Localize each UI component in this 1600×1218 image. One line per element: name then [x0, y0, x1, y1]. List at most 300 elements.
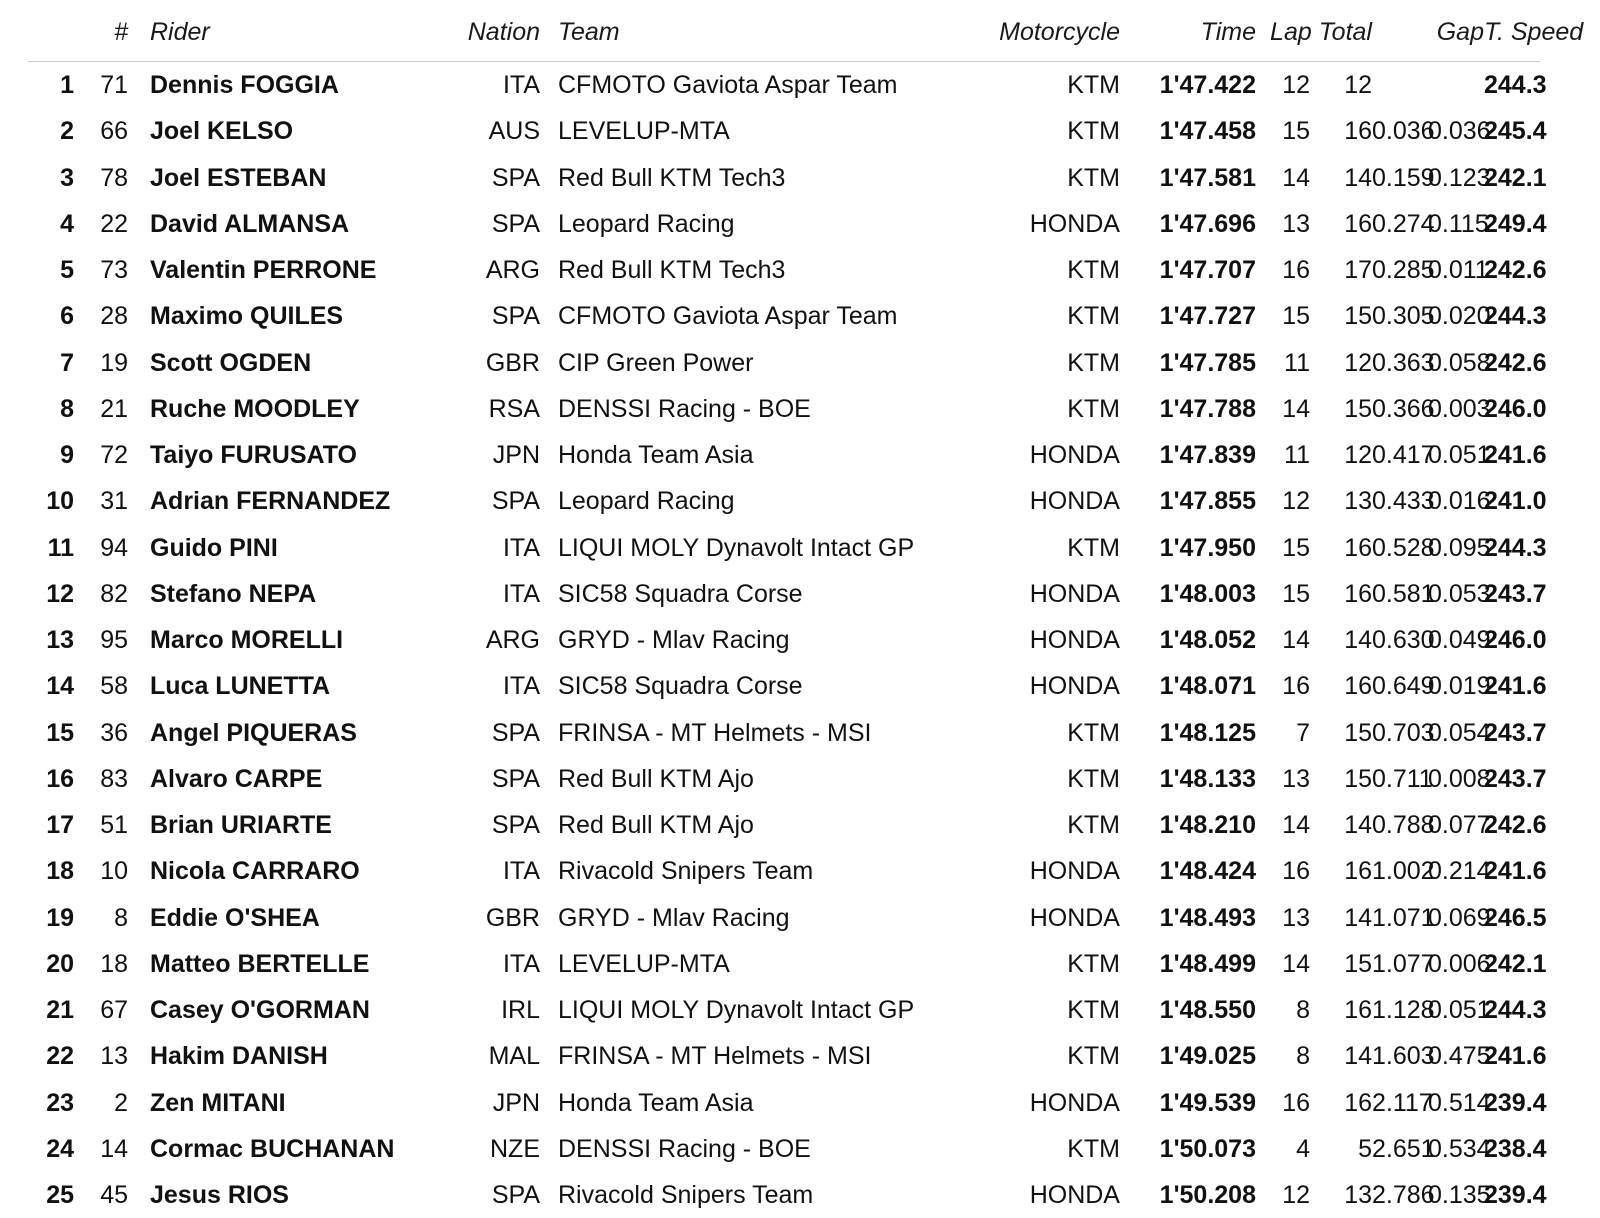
row-motorcycle: KTM	[970, 710, 1120, 756]
row-gap-leader: 0.433	[1372, 478, 1428, 524]
row-motorcycle: HONDA	[970, 571, 1120, 617]
row-lap: 16	[1260, 1080, 1316, 1126]
row-top-speed: 242.6	[1484, 247, 1540, 293]
row-nation: GBR	[448, 895, 540, 941]
row-top-speed: 245.4	[1484, 108, 1540, 154]
row-rider: Guido PINI	[128, 525, 448, 571]
column-header-lap-total: Lap Total	[1260, 18, 1372, 62]
row-lap: 12	[1260, 1172, 1316, 1218]
row-team: DENSSI Racing - BOE	[540, 386, 970, 432]
table-row[interactable]	[28, 663, 1540, 709]
row-team: FRINSA - MT Helmets - MSI	[540, 1033, 970, 1079]
row-gap-leader: 0.528	[1372, 525, 1428, 571]
row-team: Leopard Racing	[540, 478, 970, 524]
row-rider: Angel PIQUERAS	[128, 710, 448, 756]
row-number: 83	[74, 756, 128, 802]
row-position: 22	[28, 1033, 74, 1079]
row-gap-previous: 0.049	[1428, 617, 1484, 663]
row-motorcycle: HONDA	[970, 478, 1120, 524]
row-total: 13	[1316, 478, 1372, 524]
column-header-motorcycle: Motorcycle	[970, 18, 1120, 62]
row-gap-previous: 0.019	[1428, 663, 1484, 709]
row-gap-leader: 0.036	[1372, 108, 1428, 154]
row-lap: 13	[1260, 756, 1316, 802]
row-gap-previous	[1428, 62, 1484, 109]
row-number: 2	[74, 1080, 128, 1126]
row-lap: 14	[1260, 155, 1316, 201]
row-rider: Casey O'GORMAN	[128, 987, 448, 1033]
row-time: 1'48.133	[1120, 756, 1260, 802]
row-number: 14	[74, 1126, 128, 1172]
row-gap-leader: 1.071	[1372, 895, 1428, 941]
row-gap-leader: 0.305	[1372, 293, 1428, 339]
row-lap: 11	[1260, 340, 1316, 386]
column-header-time: Time	[1120, 18, 1260, 62]
row-lap: 11	[1260, 432, 1316, 478]
row-total: 15	[1316, 756, 1372, 802]
row-position: 25	[28, 1172, 74, 1218]
row-nation: JPN	[448, 1080, 540, 1126]
row-motorcycle: HONDA	[970, 848, 1120, 894]
row-motorcycle: KTM	[970, 62, 1120, 109]
table-row[interactable]	[28, 293, 1540, 339]
row-top-speed: 242.1	[1484, 155, 1540, 201]
row-time: 1'47.727	[1120, 293, 1260, 339]
table-row[interactable]	[28, 1080, 1540, 1126]
row-motorcycle: HONDA	[970, 663, 1120, 709]
row-team: LEVELUP-MTA	[540, 941, 970, 987]
row-time: 1'47.707	[1120, 247, 1260, 293]
table-row[interactable]	[28, 155, 1540, 201]
row-position: 3	[28, 155, 74, 201]
row-total: 17	[1316, 247, 1372, 293]
row-gap-leader: 1.077	[1372, 941, 1428, 987]
row-number: 94	[74, 525, 128, 571]
row-rider: Valentin PERRONE	[128, 247, 448, 293]
row-lap: 14	[1260, 941, 1316, 987]
row-number: 95	[74, 617, 128, 663]
row-team: SIC58 Squadra Corse	[540, 663, 970, 709]
row-rider: Maximo QUILES	[128, 293, 448, 339]
row-gap-leader: 0.703	[1372, 710, 1428, 756]
row-lap: 7	[1260, 710, 1316, 756]
row-number: 10	[74, 848, 128, 894]
row-top-speed: 244.3	[1484, 525, 1540, 571]
row-gap-leader: 0.788	[1372, 802, 1428, 848]
row-motorcycle: KTM	[970, 941, 1120, 987]
row-time: 1'47.788	[1120, 386, 1260, 432]
row-team: Rivacold Snipers Team	[540, 848, 970, 894]
row-number: 28	[74, 293, 128, 339]
row-total: 14	[1316, 802, 1372, 848]
column-header-team: Team	[540, 18, 970, 62]
row-number: 36	[74, 710, 128, 756]
row-team: Red Bull KTM Tech3	[540, 155, 970, 201]
row-number: 45	[74, 1172, 128, 1218]
row-total: 12	[1316, 432, 1372, 478]
row-total: 16	[1316, 987, 1372, 1033]
row-position: 13	[28, 617, 74, 663]
row-number: 67	[74, 987, 128, 1033]
row-rider: Scott OGDEN	[128, 340, 448, 386]
row-gap-previous: 0.123	[1428, 155, 1484, 201]
row-motorcycle: HONDA	[970, 1172, 1120, 1218]
table-row[interactable]	[28, 1172, 1540, 1218]
row-gap-previous: 0.053	[1428, 571, 1484, 617]
row-rider: Matteo BERTELLE	[128, 941, 448, 987]
row-total: 14	[1316, 155, 1372, 201]
row-gap-previous: 0.475	[1428, 1033, 1484, 1079]
row-total: 12	[1316, 340, 1372, 386]
column-header-position	[28, 18, 74, 62]
table-row[interactable]	[28, 201, 1540, 247]
table-row[interactable]	[28, 756, 1540, 802]
row-lap: 16	[1260, 247, 1316, 293]
row-number: 31	[74, 478, 128, 524]
row-motorcycle: KTM	[970, 340, 1120, 386]
row-motorcycle: HONDA	[970, 201, 1120, 247]
row-number: 73	[74, 247, 128, 293]
row-position: 10	[28, 478, 74, 524]
row-nation: ITA	[448, 663, 540, 709]
row-position: 18	[28, 848, 74, 894]
row-gap-leader: 0.285	[1372, 247, 1428, 293]
row-lap: 12	[1260, 62, 1316, 109]
table-row[interactable]	[28, 710, 1540, 756]
row-team: GRYD - Mlav Racing	[540, 617, 970, 663]
row-gap-leader: 0.366	[1372, 386, 1428, 432]
table-row[interactable]	[28, 802, 1540, 848]
row-rider: Alvaro CARPE	[128, 756, 448, 802]
row-position: 5	[28, 247, 74, 293]
row-lap: 13	[1260, 201, 1316, 247]
table-row[interactable]	[28, 108, 1540, 154]
row-total: 16	[1316, 663, 1372, 709]
row-lap: 15	[1260, 293, 1316, 339]
row-time: 1'49.539	[1120, 1080, 1260, 1126]
row-top-speed: 241.6	[1484, 1033, 1540, 1079]
row-total: 12	[1316, 62, 1372, 109]
row-nation: GBR	[448, 340, 540, 386]
row-time: 1'47.855	[1120, 478, 1260, 524]
row-gap-previous: 0.069	[1428, 895, 1484, 941]
row-number: 18	[74, 941, 128, 987]
column-header-number: #	[74, 18, 128, 62]
row-gap-previous: 0.054	[1428, 710, 1484, 756]
row-team: Rivacold Snipers Team	[540, 1172, 970, 1218]
row-number: 71	[74, 62, 128, 109]
row-top-speed: 241.6	[1484, 848, 1540, 894]
column-header-nation: Nation	[448, 18, 540, 62]
row-total: 13	[1316, 1172, 1372, 1218]
row-motorcycle: HONDA	[970, 617, 1120, 663]
row-lap: 16	[1260, 663, 1316, 709]
row-gap-leader: 0.581	[1372, 571, 1428, 617]
row-gap-previous: 0.036	[1428, 108, 1484, 154]
row-top-speed: 243.7	[1484, 571, 1540, 617]
row-rider: Hakim DANISH	[128, 1033, 448, 1079]
table-row[interactable]	[28, 848, 1540, 894]
row-gap-leader	[1372, 62, 1428, 109]
row-gap-previous: 0.051	[1428, 987, 1484, 1033]
row-time: 1'47.696	[1120, 201, 1260, 247]
row-rider: Adrian FERNANDEZ	[128, 478, 448, 524]
row-nation: JPN	[448, 432, 540, 478]
table-row[interactable]	[28, 62, 1540, 109]
row-nation: SPA	[448, 293, 540, 339]
row-gap-leader: 2.786	[1372, 1172, 1428, 1218]
row-gap-leader: 0.649	[1372, 663, 1428, 709]
row-top-speed: 241.6	[1484, 432, 1540, 478]
row-total: 14	[1316, 617, 1372, 663]
row-gap-leader: 2.651	[1372, 1126, 1428, 1172]
row-total: 15	[1316, 941, 1372, 987]
row-nation: AUS	[448, 108, 540, 154]
row-team: Leopard Racing	[540, 201, 970, 247]
row-motorcycle: KTM	[970, 386, 1120, 432]
row-gap-leader: 0.274	[1372, 201, 1428, 247]
row-total: 16	[1316, 1080, 1372, 1126]
row-position: 4	[28, 201, 74, 247]
row-number: 13	[74, 1033, 128, 1079]
row-gap-previous: 0.534	[1428, 1126, 1484, 1172]
row-position: 19	[28, 895, 74, 941]
table-row[interactable]	[28, 386, 1540, 432]
row-motorcycle: KTM	[970, 247, 1120, 293]
row-gap-previous: 0.020	[1428, 293, 1484, 339]
row-number: 22	[74, 201, 128, 247]
row-nation: ARG	[448, 617, 540, 663]
row-rider: Cormac BUCHANAN	[128, 1126, 448, 1172]
row-gap-previous: 0.077	[1428, 802, 1484, 848]
row-total: 16	[1316, 571, 1372, 617]
row-position: 23	[28, 1080, 74, 1126]
row-team: Red Bull KTM Ajo	[540, 802, 970, 848]
row-lap: 14	[1260, 802, 1316, 848]
row-gap-previous: 0.003	[1428, 386, 1484, 432]
row-position: 15	[28, 710, 74, 756]
row-time: 1'50.208	[1120, 1172, 1260, 1218]
table-body	[28, 62, 1540, 1218]
row-time: 1'49.025	[1120, 1033, 1260, 1079]
row-motorcycle: KTM	[970, 756, 1120, 802]
row-top-speed: 244.3	[1484, 62, 1540, 109]
row-team: CFMOTO Gaviota Aspar Team	[540, 62, 970, 109]
row-motorcycle: KTM	[970, 155, 1120, 201]
row-time: 1'48.210	[1120, 802, 1260, 848]
row-top-speed: 239.4	[1484, 1080, 1540, 1126]
table-row[interactable]	[28, 247, 1540, 293]
row-gap-previous: 0.011	[1428, 247, 1484, 293]
row-lap: 14	[1260, 386, 1316, 432]
row-gap-leader: 1.128	[1372, 987, 1428, 1033]
row-time: 1'50.073	[1120, 1126, 1260, 1172]
column-header-gap: Gap	[1372, 18, 1484, 62]
row-top-speed: 243.7	[1484, 710, 1540, 756]
row-rider: Eddie O'SHEA	[128, 895, 448, 941]
row-total: 15	[1316, 293, 1372, 339]
row-team: Red Bull KTM Tech3	[540, 247, 970, 293]
row-position: 17	[28, 802, 74, 848]
row-time: 1'48.003	[1120, 571, 1260, 617]
table-row[interactable]	[28, 571, 1540, 617]
row-top-speed: 241.6	[1484, 663, 1540, 709]
table-row[interactable]	[28, 340, 1540, 386]
row-team: CFMOTO Gaviota Aspar Team	[540, 293, 970, 339]
row-nation: NZE	[448, 1126, 540, 1172]
row-nation: ITA	[448, 525, 540, 571]
row-team: CIP Green Power	[540, 340, 970, 386]
row-time: 1'48.493	[1120, 895, 1260, 941]
row-time: 1'48.550	[1120, 987, 1260, 1033]
row-team: Honda Team Asia	[540, 432, 970, 478]
row-gap-previous: 0.006	[1428, 941, 1484, 987]
row-nation: SPA	[448, 710, 540, 756]
row-total: 14	[1316, 895, 1372, 941]
row-gap-previous: 0.135	[1428, 1172, 1484, 1218]
row-rider: Ruche MOODLEY	[128, 386, 448, 432]
row-nation: IRL	[448, 987, 540, 1033]
row-gap-leader: 0.417	[1372, 432, 1428, 478]
row-team: DENSSI Racing - BOE	[540, 1126, 970, 1172]
row-rider: Joel KELSO	[128, 108, 448, 154]
row-top-speed: 239.4	[1484, 1172, 1540, 1218]
row-number: 51	[74, 802, 128, 848]
row-top-speed: 244.3	[1484, 987, 1540, 1033]
row-time: 1'48.125	[1120, 710, 1260, 756]
table-row[interactable]	[28, 987, 1540, 1033]
table-row[interactable]	[28, 525, 1540, 571]
row-total: 16	[1316, 108, 1372, 154]
row-lap: 15	[1260, 525, 1316, 571]
row-motorcycle: HONDA	[970, 432, 1120, 478]
row-motorcycle: KTM	[970, 802, 1120, 848]
row-position: 7	[28, 340, 74, 386]
row-rider: Joel ESTEBAN	[128, 155, 448, 201]
table-row[interactable]	[28, 895, 1540, 941]
row-lap: 15	[1260, 108, 1316, 154]
row-total: 16	[1316, 848, 1372, 894]
row-rider: Taiyo FURUSATO	[128, 432, 448, 478]
row-gap-previous: 0.214	[1428, 848, 1484, 894]
row-position: 2	[28, 108, 74, 154]
row-team: LIQUI MOLY Dynavolt Intact GP	[540, 987, 970, 1033]
row-gap-previous: 0.514	[1428, 1080, 1484, 1126]
row-rider: Brian URIARTE	[128, 802, 448, 848]
row-team: LIQUI MOLY Dynavolt Intact GP	[540, 525, 970, 571]
row-team: GRYD - Mlav Racing	[540, 895, 970, 941]
row-lap: 12	[1260, 478, 1316, 524]
row-motorcycle: KTM	[970, 987, 1120, 1033]
row-top-speed: 242.1	[1484, 941, 1540, 987]
row-motorcycle: KTM	[970, 108, 1120, 154]
row-top-speed: 241.0	[1484, 478, 1540, 524]
row-gap-leader: 0.630	[1372, 617, 1428, 663]
row-time: 1'47.458	[1120, 108, 1260, 154]
row-time: 1'47.422	[1120, 62, 1260, 109]
row-top-speed: 246.0	[1484, 617, 1540, 663]
row-rider: Nicola CARRARO	[128, 848, 448, 894]
row-nation: SPA	[448, 155, 540, 201]
column-header-top-speed: T. Speed	[1484, 18, 1540, 62]
row-nation: SPA	[448, 478, 540, 524]
row-top-speed: 244.3	[1484, 293, 1540, 339]
row-total: 16	[1316, 201, 1372, 247]
row-motorcycle: KTM	[970, 1033, 1120, 1079]
row-lap: 4	[1260, 1126, 1316, 1172]
column-header-rider: Rider	[128, 18, 448, 62]
row-lap: 15	[1260, 571, 1316, 617]
row-position: 1	[28, 62, 74, 109]
row-rider: Zen MITANI	[128, 1080, 448, 1126]
row-motorcycle: HONDA	[970, 895, 1120, 941]
row-total: 16	[1316, 525, 1372, 571]
row-motorcycle: KTM	[970, 293, 1120, 339]
row-rider: David ALMANSA	[128, 201, 448, 247]
row-total: 15	[1316, 386, 1372, 432]
table-row[interactable]	[28, 1126, 1540, 1172]
table-row[interactable]	[28, 432, 1540, 478]
row-top-speed: 249.4	[1484, 201, 1540, 247]
table-row[interactable]	[28, 617, 1540, 663]
row-nation: ITA	[448, 848, 540, 894]
table-row[interactable]	[28, 478, 1540, 524]
row-position: 6	[28, 293, 74, 339]
row-lap: 8	[1260, 1033, 1316, 1079]
row-gap-previous: 0.115	[1428, 201, 1484, 247]
row-nation: RSA	[448, 386, 540, 432]
row-number: 19	[74, 340, 128, 386]
row-number: 82	[74, 571, 128, 617]
row-time: 1'47.839	[1120, 432, 1260, 478]
row-time: 1'48.499	[1120, 941, 1260, 987]
row-rider: Marco MORELLI	[128, 617, 448, 663]
row-gap-leader: 1.002	[1372, 848, 1428, 894]
row-rider: Jesus RIOS	[128, 1172, 448, 1218]
row-time: 1'48.071	[1120, 663, 1260, 709]
row-time: 1'48.052	[1120, 617, 1260, 663]
results-table	[28, 18, 1540, 1218]
table-row[interactable]	[28, 941, 1540, 987]
row-motorcycle: KTM	[970, 1126, 1120, 1172]
row-top-speed: 242.6	[1484, 340, 1540, 386]
row-gap-previous: 0.016	[1428, 478, 1484, 524]
row-time: 1'47.950	[1120, 525, 1260, 571]
row-time: 1'47.785	[1120, 340, 1260, 386]
row-rider: Dennis FOGGIA	[128, 62, 448, 109]
row-rider: Stefano NEPA	[128, 571, 448, 617]
row-number: 8	[74, 895, 128, 941]
row-nation: SPA	[448, 756, 540, 802]
row-total: 5	[1316, 1126, 1372, 1172]
row-motorcycle: KTM	[970, 525, 1120, 571]
row-team: Red Bull KTM Ajo	[540, 756, 970, 802]
row-gap-leader: 2.117	[1372, 1080, 1428, 1126]
row-team: LEVELUP-MTA	[540, 108, 970, 154]
row-lap: 16	[1260, 848, 1316, 894]
row-gap-leader: 1.603	[1372, 1033, 1428, 1079]
row-number: 21	[74, 386, 128, 432]
row-team: Honda Team Asia	[540, 1080, 970, 1126]
row-time: 1'48.424	[1120, 848, 1260, 894]
row-top-speed: 238.4	[1484, 1126, 1540, 1172]
row-gap-previous: 0.095	[1428, 525, 1484, 571]
row-lap: 13	[1260, 895, 1316, 941]
row-position: 20	[28, 941, 74, 987]
table-row[interactable]	[28, 1033, 1540, 1079]
row-position: 21	[28, 987, 74, 1033]
row-team: FRINSA - MT Helmets - MSI	[540, 710, 970, 756]
